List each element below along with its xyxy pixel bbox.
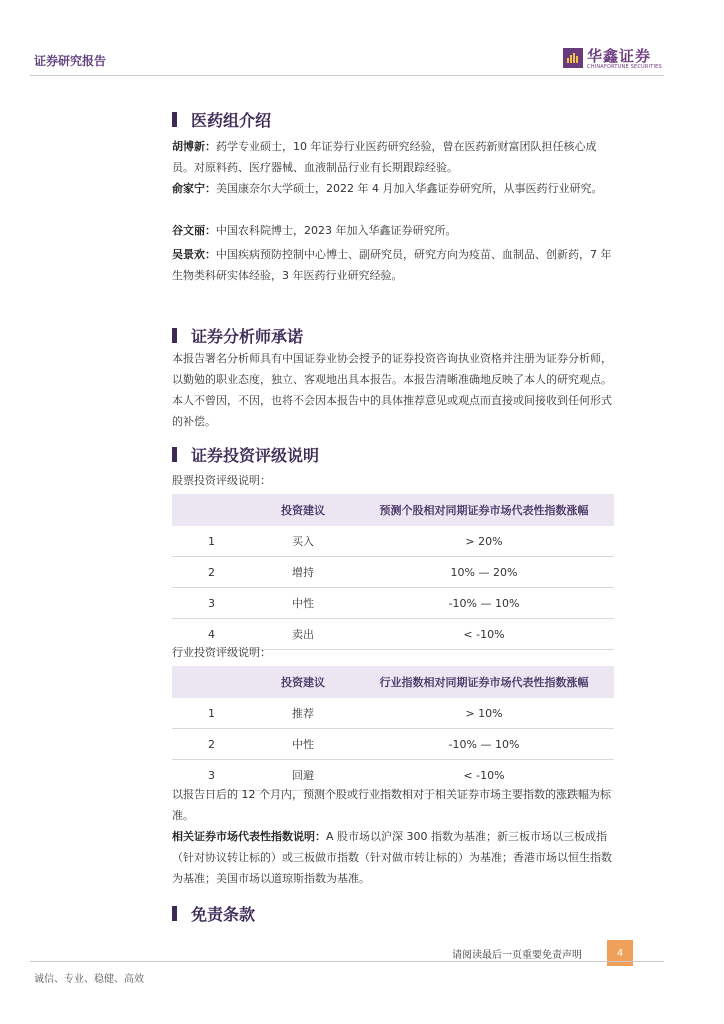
member-name: 胡博新：: [172, 140, 216, 153]
member-name: 俞家宁：: [172, 182, 216, 195]
industry-rating-label: 行业投资评级说明：: [172, 646, 271, 659]
logo-chinese-name: 华鑫证券: [587, 47, 652, 65]
member-name: 吴景欢：: [172, 248, 216, 261]
member-desc: 中国农科院博士，2023 年加入华鑫证券研究所。: [216, 224, 457, 237]
table-cell: 买入: [252, 526, 354, 557]
table-cell: 2: [172, 557, 252, 588]
industry-rating-table: [172, 666, 614, 791]
disclaimer-section-heading: 免责条款: [172, 902, 255, 925]
table-header-cell: 预测个股相对同期证券市场代表性指数涨幅: [354, 494, 614, 526]
table-cell: 回避: [252, 760, 354, 791]
commitment-text: 本报告署名分析师具有中国证券业协会授予的证券投资咨询执业资格并注册为证券分析师，以勤勉的职业态度，独立、客观地出具本报告。本报告清晰准确地反映了本人的研究观点。本人不曾因，不因，也将不会因本报告中的具体推荐意见或观点而直接或间接收到任何形式的补偿。: [172, 352, 612, 428]
stock-rating-table: [172, 494, 614, 650]
benchmark-label: 相关证券市场代表性指数说明：: [172, 830, 326, 843]
table-cell: -10% — 10%: [354, 729, 614, 760]
table-cell: 中性: [252, 729, 354, 760]
stock-rating-label: 股票投资评级说明：: [172, 474, 271, 487]
table-cell: > 20%: [354, 526, 614, 557]
footer-divider: [30, 961, 664, 962]
table-row: [172, 729, 614, 760]
table-cell: 卖出: [252, 619, 354, 650]
team-member-4: [172, 244, 614, 286]
page-number: 4: [607, 940, 633, 966]
commitment-section-heading: 证券分析师承诺: [172, 324, 303, 347]
table-cell: 增持: [252, 557, 354, 588]
table-cell: -10% — 10%: [354, 588, 614, 619]
rating-period-note: 以报告日后的 12 个月内，预测个股或行业指数相对于相关证券市场主要指数的涨跌幅为标准。: [172, 788, 611, 822]
table-header-cell: 行业指数相对同期证券市场代表性指数涨幅: [354, 666, 614, 698]
table-header-cell: 投资建议: [252, 494, 354, 526]
table-cell: 3: [172, 588, 252, 619]
table-row: [172, 526, 614, 557]
table-cell: 中性: [252, 588, 354, 619]
brand-logo: [563, 48, 662, 71]
team-member-3: [172, 220, 614, 241]
footer-slogan: 诚信、专业、稳健、高效: [34, 974, 144, 985]
member-desc: 药学专业硕士，10 年证券行业医药研究经验，曾在医药新财富团队担任核心成员。对原料药、医疗器械、血液制品行业有长期跟踪经验。: [172, 140, 597, 174]
member-name: 谷文丽：: [172, 224, 216, 237]
header-divider: [30, 75, 664, 76]
logo-english-name: CHINAFORTUNE SECURITIES: [587, 64, 662, 70]
member-desc: 美国康奈尔大学硕士，2022 年 4 月加入华鑫证券研究所，从事医药行业研究。: [216, 182, 603, 195]
report-type-label: 证券研究报告: [34, 54, 107, 68]
team-section-heading: 医药组介绍: [172, 108, 271, 131]
table-row: [172, 698, 614, 729]
table-header-cell: 投资建议: [252, 666, 354, 698]
rating-section-heading: 证券投资评级说明: [172, 443, 319, 466]
benchmark-text: A 股市场以沪深 300 指数为基准；新三板市场以三板成指（针对协议转让标的）或三板做市指数（针对做市转让标的）为基准；香港市场以恒生指数为基准；美国市场以道琼斯指数为基准。: [172, 830, 612, 885]
table-cell: > 10%: [354, 698, 614, 729]
table-header-cell: [172, 666, 252, 698]
table-cell: 10% — 20%: [354, 557, 614, 588]
table-cell: < -10%: [354, 619, 614, 650]
table-cell: 3: [172, 760, 252, 791]
table-cell: 1: [172, 526, 252, 557]
table-cell: 推荐: [252, 698, 354, 729]
logo-mark-icon: [563, 48, 583, 68]
table-header-cell: [172, 494, 252, 526]
table-row: [172, 588, 614, 619]
team-member-2: [172, 178, 614, 199]
member-desc: 中国疾病预防控制中心博士、副研究员，研究方向为疫苗、血制品、创新药，7 年生物类科研实体经验，3 年医药行业研究经验。: [172, 248, 612, 282]
team-member-1: [172, 136, 614, 178]
table-header-row: [172, 666, 614, 698]
table-row: [172, 557, 614, 588]
table-cell: < -10%: [354, 760, 614, 791]
footer-disclaimer-note: 请阅读最后一页重要免责声明: [452, 950, 582, 961]
table-cell: 2: [172, 729, 252, 760]
benchmark-note: [172, 826, 614, 889]
table-cell: 1: [172, 698, 252, 729]
table-header-row: [172, 494, 614, 526]
table-cell: 4: [172, 619, 252, 650]
